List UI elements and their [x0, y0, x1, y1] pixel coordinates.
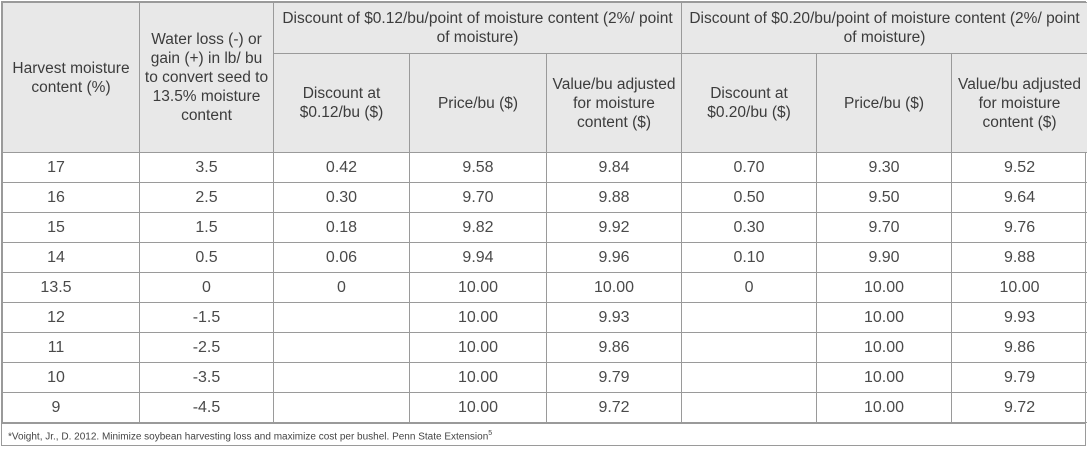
cell-discount-1: 0.30: [274, 183, 410, 213]
table-row: [3, 243, 1087, 273]
cell-moisture: 11: [3, 333, 140, 363]
cell-value-2: 10.00: [952, 273, 1087, 303]
cell-discount-1: 0.06: [274, 243, 410, 273]
cell-price-1: 9.70: [410, 183, 547, 213]
header-discount-012: Discount at $0.12/bu ($): [274, 54, 410, 153]
cell-discount-2: 0.10: [682, 243, 817, 273]
cell-water: -4.5: [140, 393, 274, 423]
cell-value-2: 9.88: [952, 243, 1087, 273]
cell-water: -2.5: [140, 333, 274, 363]
moisture-discount-table: [2, 2, 1087, 423]
table-row: [3, 393, 1087, 423]
cell-water: 0: [140, 273, 274, 303]
cell-value-2: 9.79: [952, 363, 1087, 393]
table-row: [3, 213, 1087, 243]
cell-value-2: 9.76: [952, 213, 1087, 243]
cell-discount-2: [682, 333, 817, 363]
cell-discount-1: 0.18: [274, 213, 410, 243]
cell-moisture: 15: [3, 213, 140, 243]
table-row: [3, 273, 1087, 303]
cell-price-2: 10.00: [817, 363, 952, 393]
header-group-discount-020: Discount of $0.20/bu/point of moisture content (2%/ point of moisture): [682, 3, 1087, 54]
cell-moisture: 17: [3, 153, 140, 183]
cell-price-1: 10.00: [410, 303, 547, 333]
cell-price-2: 9.50: [817, 183, 952, 213]
cell-water: 2.5: [140, 183, 274, 213]
cell-discount-2: 0.70: [682, 153, 817, 183]
cell-discount-1: 0: [274, 273, 410, 303]
cell-price-2: 10.00: [817, 393, 952, 423]
cell-value-1: 9.84: [547, 153, 682, 183]
table-body: [3, 153, 1087, 423]
cell-value-2: 9.72: [952, 393, 1087, 423]
cell-price-2: 10.00: [817, 273, 952, 303]
header-value-adjusted-2: Value/bu adjusted for moisture content ($): [952, 54, 1087, 153]
cell-value-1: 9.96: [547, 243, 682, 273]
cell-moisture: 14: [3, 243, 140, 273]
cell-discount-1: [274, 333, 410, 363]
header-harvest-moisture: Harvest moisture content (%): [3, 3, 140, 153]
cell-moisture: 12: [3, 303, 140, 333]
table-row: [3, 363, 1087, 393]
header-group-discount-012: Discount of $0.12/bu/point of moisture content (2%/ point of moisture): [274, 3, 682, 54]
cell-price-2: 9.30: [817, 153, 952, 183]
cell-value-1: 9.93: [547, 303, 682, 333]
cell-discount-2: 0.30: [682, 213, 817, 243]
cell-price-1: 9.94: [410, 243, 547, 273]
cell-water: 0.5: [140, 243, 274, 273]
cell-price-2: 10.00: [817, 333, 952, 363]
cell-value-1: 9.86: [547, 333, 682, 363]
footnote-text: *Voight, Jr., D. 2012. Minimize soybean harvesting loss and maximize cost per bushel. Penn State Extension: [8, 431, 488, 442]
cell-discount-1: [274, 363, 410, 393]
header-water-loss-gain: Water loss (-) or gain (+) in lb/ bu to convert seed to 13.5% moisture content: [140, 3, 274, 153]
cell-value-2: 9.52: [952, 153, 1087, 183]
footnote-superscript: 5: [488, 430, 492, 437]
cell-discount-2: 0.50: [682, 183, 817, 213]
cell-price-1: 10.00: [410, 333, 547, 363]
cell-discount-2: [682, 363, 817, 393]
cell-value-1: 10.00: [547, 273, 682, 303]
cell-price-1: 9.82: [410, 213, 547, 243]
cell-value-2: 9.93: [952, 303, 1087, 333]
cell-water: 3.5: [140, 153, 274, 183]
header-discount-020: Discount at $0.20/bu ($): [682, 54, 817, 153]
cell-discount-1: [274, 303, 410, 333]
table-row: [3, 303, 1087, 333]
cell-value-1: 9.79: [547, 363, 682, 393]
cell-water: -3.5: [140, 363, 274, 393]
cell-discount-1: 0.42: [274, 153, 410, 183]
cell-price-2: 10.00: [817, 303, 952, 333]
cell-price-2: 9.70: [817, 213, 952, 243]
cell-price-1: 10.00: [410, 393, 547, 423]
header-value-adjusted-1: Value/bu adjusted for moisture content ($): [547, 54, 682, 153]
header-price-2: Price/bu ($): [817, 54, 952, 153]
cell-price-1: 10.00: [410, 363, 547, 393]
cell-water: 1.5: [140, 213, 274, 243]
table-row: [3, 183, 1087, 213]
cell-discount-2: [682, 393, 817, 423]
table-row: [3, 333, 1087, 363]
cell-value-1: 9.72: [547, 393, 682, 423]
cell-value-1: 9.92: [547, 213, 682, 243]
moisture-discount-table-container: [1, 1, 1086, 446]
table-footnote: [2, 423, 1085, 445]
cell-value-2: 9.86: [952, 333, 1087, 363]
cell-discount-1: [274, 393, 410, 423]
cell-value-2: 9.64: [952, 183, 1087, 213]
cell-moisture: 10: [3, 363, 140, 393]
cell-moisture: 9: [3, 393, 140, 423]
cell-moisture: 16: [3, 183, 140, 213]
cell-water: -1.5: [140, 303, 274, 333]
cell-discount-2: [682, 303, 817, 333]
cell-value-1: 9.88: [547, 183, 682, 213]
cell-price-1: 10.00: [410, 273, 547, 303]
header-price-1: Price/bu ($): [410, 54, 547, 153]
cell-price-2: 9.90: [817, 243, 952, 273]
cell-discount-2: 0: [682, 273, 817, 303]
cell-price-1: 9.58: [410, 153, 547, 183]
table-row: [3, 153, 1087, 183]
cell-moisture: 13.5: [3, 273, 140, 303]
